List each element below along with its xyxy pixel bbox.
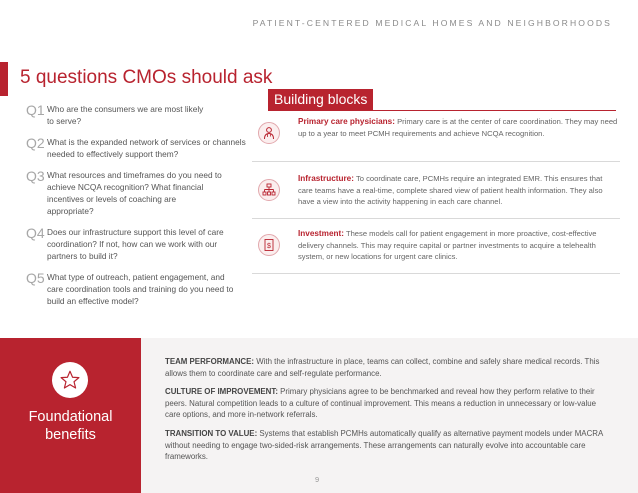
building-block-label: Infrastructure:	[298, 174, 354, 183]
question-number: Q5	[26, 270, 45, 286]
divider	[252, 273, 620, 274]
question-item	[26, 136, 251, 160]
building-block-text	[298, 228, 618, 263]
physician-icon	[258, 122, 280, 144]
star-icon	[52, 362, 88, 398]
building-block-text	[298, 116, 618, 139]
question-number: Q2	[26, 135, 45, 151]
question-text: What is the expanded network of services or channels needed to effectively support them?	[47, 137, 246, 159]
benefit-label: CULTURE OF IMPROVEMENT:	[165, 387, 278, 397]
benefit-text: Primary physicians agree to be benchmarked and reveal how they perform relative to their peers. Natural competition leads to a culture of continual improvement. This means a reduction in unnecessary or low-value care options, and more in-network referrals.	[165, 387, 596, 420]
foundational-benefits-sidebar	[0, 338, 141, 493]
building-block-investment	[252, 228, 620, 268]
building-block-body: To coordinate care, PCMHs require an integrated EMR. This ensures that care teams have a real-time, complete shared view of patient health information. They also have a view into the activity happening in each care channel.	[298, 174, 603, 207]
questions-title: 5 questions CMOs should ask	[20, 67, 273, 88]
dollar-document-icon	[258, 234, 280, 256]
building-block-physicians	[252, 116, 620, 156]
benefit-text: With the infrastructure in place, teams can collect, combine and safely share medical records. This allows them to coordinate care and self-regulate performance.	[165, 357, 600, 378]
question-item	[26, 226, 251, 262]
question-item	[26, 169, 251, 217]
building-blocks-title: Building blocks	[268, 89, 373, 110]
question-text: Does our infrastructure support this level of care coordination? If not, how can we work with our partners to build it?	[47, 227, 224, 261]
building-block-infrastructure	[252, 173, 620, 213]
benefit-item	[165, 428, 605, 463]
question-number: Q1	[26, 102, 45, 118]
foundational-benefits-title	[0, 408, 141, 444]
question-number: Q4	[26, 225, 45, 241]
accent-bar	[0, 62, 8, 96]
hierarchy-icon	[258, 179, 280, 201]
question-text: Who are the consumers we are most likely to serve?	[47, 104, 204, 126]
building-block-body: These models call for patient engagement in more proactive, cost-effective delivery channels. This may require capital or partner investments to acquire a telehealth system, or new locations for urgent care clinics.	[298, 229, 597, 262]
question-text: What resources and timeframes do you need to achieve NCQA recognition? What financial incentives or levels of coaching are appropriate?	[47, 170, 222, 216]
question-item	[26, 103, 251, 127]
benefit-item	[165, 356, 605, 379]
benefit-label: TEAM PERFORMANCE:	[165, 357, 254, 366]
question-text: What type of outreach, patient engagement, and care coordination tools and training do you need to build an effective model?	[47, 272, 234, 306]
benefit-text: Systems that establish PCMHs automatically qualify as alternative payment models under MACRA without needing to engage two-sided-risk arrangements. These arrangements can naturally evolve into accountable care frameworks.	[165, 428, 603, 462]
title-line: Foundational	[28, 409, 113, 425]
building-block-text	[298, 173, 618, 208]
divider	[252, 218, 620, 219]
foundational-benefits-panel	[0, 338, 638, 493]
title-line: benefits	[45, 427, 96, 443]
building-block-body: Primary care is at the center of care coordination. They may need up to a year to meet PCMH requirements and achieve NCQA recognition.	[298, 117, 618, 138]
page-number: 9	[315, 475, 320, 484]
divider	[252, 161, 620, 162]
benefit-label: TRANSITION TO VALUE:	[165, 428, 258, 438]
running-header: PATIENT-CENTERED MEDICAL HOMES AND NEIGHBORHOODS	[252, 18, 612, 28]
question-item	[26, 271, 251, 307]
question-number: Q3	[26, 168, 45, 184]
benefits-list	[165, 356, 605, 470]
questions-list	[26, 103, 251, 316]
svg-text:$: $	[267, 243, 271, 250]
building-block-label: Investment:	[298, 229, 344, 238]
building-blocks-rule	[268, 110, 616, 111]
benefit-item	[165, 386, 605, 421]
building-block-label: Primary care physicians:	[298, 117, 395, 126]
